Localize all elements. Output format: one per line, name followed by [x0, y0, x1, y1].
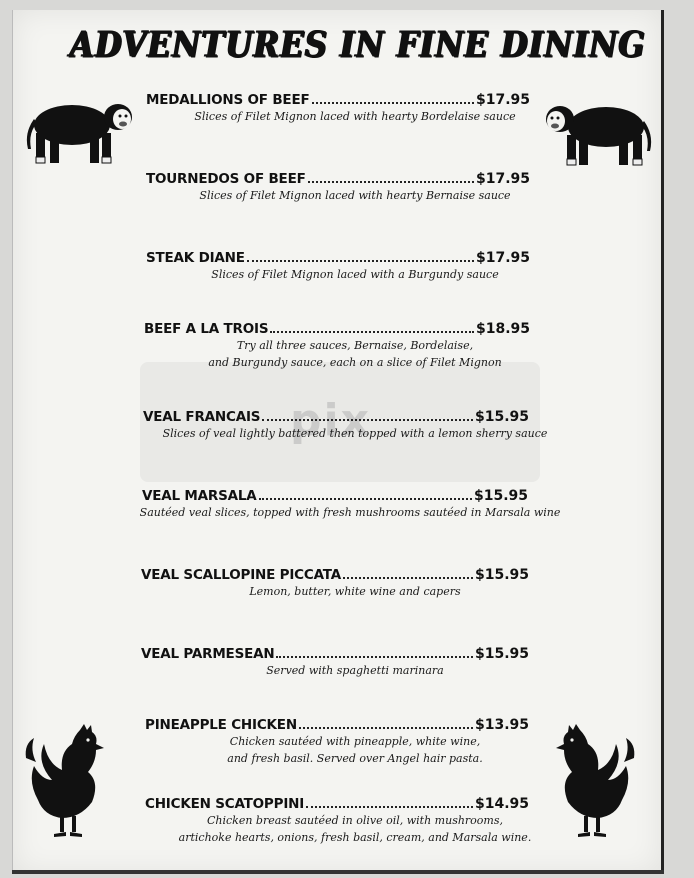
item-description: Served with spaghetti marinara [266, 664, 444, 677]
item-name: VEAL FRANCAIS [143, 409, 261, 425]
item-price: $15.95 [474, 409, 529, 425]
item-price: $13.95 [474, 717, 529, 733]
item-price: $17.95 [475, 171, 530, 187]
dot-leader [259, 497, 472, 500]
item-description: Chicken breast sautéed in olive oil, with mushrooms, artichoke hearts, onions, fresh basil, cream, and Marsala wine. [178, 814, 532, 844]
item-name: VEAL MARSALA [142, 488, 257, 504]
menu-item [100, 713, 590, 767]
dot-leader [270, 330, 474, 333]
menu-item [100, 563, 590, 600]
dot-leader [312, 101, 474, 104]
menu-item [100, 317, 590, 371]
item-name: PINEAPPLE CHICKEN [145, 717, 297, 733]
menu-item [100, 792, 590, 846]
item-description: Slices of veal lightly battered then topped with a lemon sherry sauce [162, 427, 548, 440]
menu-item [100, 167, 590, 204]
item-description: Sautéed veal slices, topped with fresh mushrooms sautéed in Marsala wine [139, 506, 561, 519]
menu-item [100, 484, 590, 521]
item-price: $15.95 [474, 567, 529, 583]
item-description: Slices of Filet Mignon laced with a Burgundy sauce [211, 268, 499, 281]
item-description: Chicken sautéed with pineapple, white wine, and fresh basil. Served over Angel hair pasta. [227, 735, 483, 765]
item-name: TOURNEDOS OF BEEF [146, 171, 306, 187]
dot-leader [343, 576, 473, 579]
menu-item [100, 88, 590, 125]
item-name: CHICKEN SCATOPPINI [145, 796, 305, 812]
item-name: VEAL PARMESEAN [141, 646, 275, 662]
item-name: MEDALLIONS OF BEEF [146, 92, 310, 108]
item-description: Slices of Filet Mignon laced with hearty Bernaise sauce [199, 189, 511, 202]
dot-leader [276, 655, 473, 658]
menu-title: ADVENTURES IN FINE DINING [70, 24, 647, 66]
item-description: Lemon, butter, white wine and capers [249, 585, 461, 598]
bottom-rule [12, 870, 664, 874]
item-description: Slices of Filet Mignon laced with hearty Bordelaise sauce [194, 110, 516, 123]
menu-item [100, 642, 590, 679]
item-price: $18.95 [475, 321, 530, 337]
menu-item [100, 405, 590, 442]
item-description: Try all three sauces, Bernaise, Bordelaise, and Burgundy sauce, each on a slice of Filet Mignon [208, 339, 502, 369]
item-price: $15.95 [474, 646, 529, 662]
menu-item [100, 246, 590, 283]
item-price: $15.95 [473, 488, 528, 504]
dot-leader [247, 259, 474, 262]
item-name: STEAK DIANE [146, 250, 245, 266]
dot-leader [306, 805, 473, 808]
item-price: $17.95 [475, 92, 530, 108]
dot-leader [308, 180, 474, 183]
item-name: VEAL SCALLOPINE PICCATA [141, 567, 341, 583]
dot-leader [299, 726, 473, 729]
item-name: BEEF A LA TROIS [144, 321, 269, 337]
item-price: $14.95 [474, 796, 529, 812]
dot-leader [262, 418, 473, 421]
watermark-text: pix [290, 395, 371, 446]
item-price: $17.95 [475, 250, 530, 266]
